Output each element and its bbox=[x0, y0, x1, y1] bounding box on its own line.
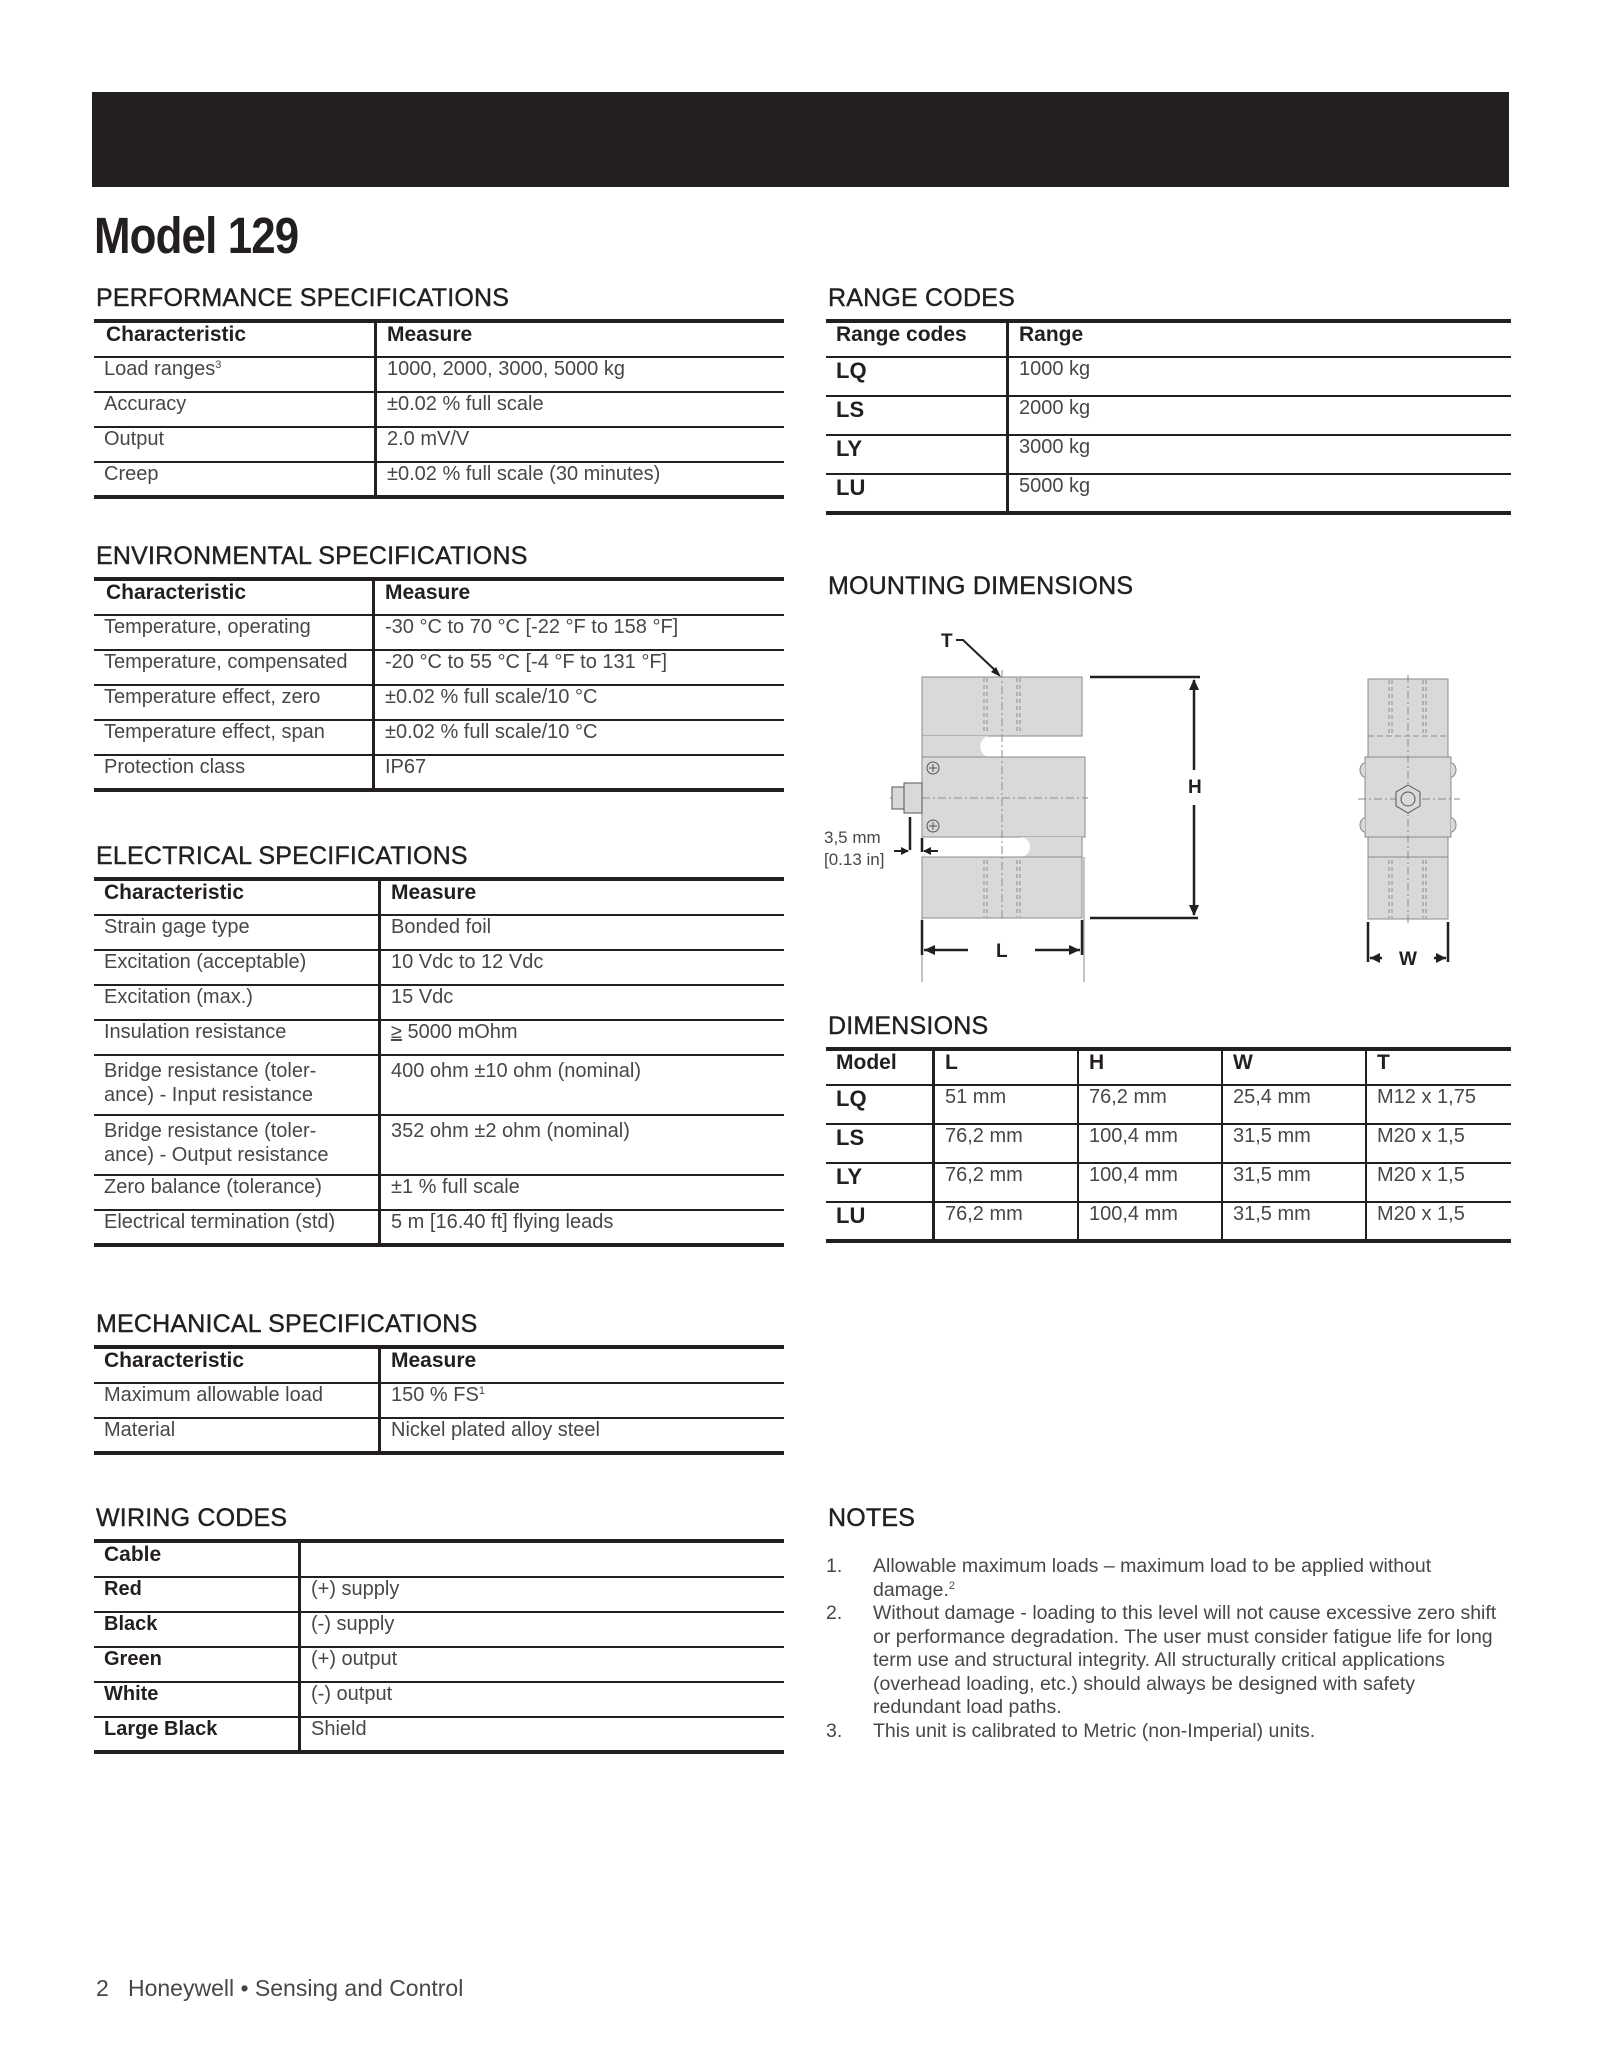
range-cell: 3000 kg bbox=[1008, 435, 1512, 474]
electrical-table bbox=[94, 877, 784, 1247]
characteristic-cell: Maximum allowable load bbox=[94, 1383, 380, 1418]
characteristic-cell: Temperature effect, span bbox=[94, 720, 374, 755]
mounting-heading: MOUNTING DIMENSIONS bbox=[828, 572, 1134, 600]
note-number: 2. bbox=[826, 1602, 843, 1624]
table-header-row bbox=[94, 579, 784, 615]
characteristic-cell: Excitation (max.) bbox=[94, 985, 380, 1020]
column-header: Range codes bbox=[826, 321, 1008, 357]
end-view-drawing bbox=[1358, 675, 1460, 925]
table-row bbox=[94, 1020, 784, 1055]
wiring-section bbox=[94, 1504, 784, 1754]
h-cell: 100,4 mm bbox=[1078, 1163, 1222, 1202]
table-row bbox=[94, 1383, 784, 1418]
gte-symbol: ≥ bbox=[391, 1021, 402, 1043]
table-row bbox=[94, 1577, 784, 1612]
model-cell: LU bbox=[826, 1202, 934, 1241]
table-row bbox=[94, 650, 784, 685]
characteristic-cell: Temperature effect, zero bbox=[94, 685, 374, 720]
measure-cell: -20 °C to 55 °C [-4 °F to 131 °F] bbox=[374, 650, 785, 685]
page-title: Model 129 bbox=[94, 207, 299, 264]
column-header: Characteristic bbox=[94, 1347, 380, 1383]
performance-heading: PERFORMANCE SPECIFICATIONS bbox=[96, 284, 510, 312]
table-row bbox=[94, 615, 784, 650]
measure-cell bbox=[380, 1383, 785, 1418]
footer-brand: Honeywell bbox=[127, 1975, 235, 2001]
label-t: T bbox=[941, 631, 953, 652]
side-view-drawing bbox=[890, 670, 1088, 982]
cable-color-cell: Black bbox=[94, 1612, 300, 1647]
measure-cell: 352 ohm ±2 ohm (nominal) bbox=[380, 1115, 785, 1175]
table-header-row bbox=[94, 879, 784, 915]
t-cell: M20 x 1,5 bbox=[1366, 1124, 1511, 1163]
characteristic-line: Bridge resistance (toler- bbox=[104, 1060, 317, 1082]
characteristic-line: ance) - Output resistance bbox=[104, 1144, 329, 1166]
table-row bbox=[94, 427, 784, 462]
table-header-row bbox=[94, 1347, 784, 1383]
dimensions-heading: DIMENSIONS bbox=[828, 1012, 989, 1040]
footnote-ref: 2 bbox=[948, 1579, 956, 1592]
measure-cell: ±1 % full scale bbox=[380, 1175, 785, 1210]
table-row bbox=[94, 1055, 784, 1115]
table-row bbox=[94, 1418, 784, 1453]
page-number: 2 bbox=[96, 1975, 109, 2001]
column-header: Range bbox=[1008, 321, 1512, 357]
table-row bbox=[826, 357, 1511, 396]
footnote-ref: 1 bbox=[478, 1385, 485, 1397]
measure-cell: -30 °C to 70 °C [-22 °F to 158 °F] bbox=[374, 615, 785, 650]
table-row bbox=[826, 396, 1511, 435]
cable-function-cell: (-) supply bbox=[300, 1612, 785, 1647]
measure-cell: 5 m [16.40 ft] flying leads bbox=[391, 1211, 614, 1233]
table-row bbox=[94, 1647, 784, 1682]
notes-list bbox=[826, 1555, 1506, 1743]
characteristic-text: Load ranges bbox=[104, 358, 216, 380]
characteristic-cell: Material bbox=[94, 1418, 380, 1453]
footer-division: Sensing and Control bbox=[254, 1975, 464, 2001]
w-cell: 31,5 mm bbox=[1222, 1163, 1366, 1202]
mounting-diagram bbox=[810, 620, 1510, 990]
range-code-cell: LQ bbox=[826, 357, 1008, 396]
characteristic-cell: Output bbox=[94, 427, 376, 462]
column-header: Measure bbox=[380, 1347, 785, 1383]
table-header-row bbox=[94, 1541, 784, 1577]
range-code-cell: LY bbox=[826, 435, 1008, 474]
mounting-dimensions-section bbox=[826, 572, 1511, 607]
gap-in-label: [0.13 in] bbox=[824, 850, 885, 869]
t-cell: M20 x 1,5 bbox=[1366, 1163, 1511, 1202]
measure-text: 5000 mOhm bbox=[401, 1021, 518, 1043]
measure-cell: 10 Vdc to 12 Vdc bbox=[380, 950, 785, 985]
label-h: H bbox=[1188, 777, 1202, 798]
table-row bbox=[94, 1717, 784, 1752]
l-cell: 76,2 mm bbox=[934, 1124, 1079, 1163]
column-header: H bbox=[1078, 1049, 1222, 1085]
measure-text: 150 % FS bbox=[391, 1384, 479, 1406]
performance-section bbox=[94, 284, 784, 499]
measure-cell bbox=[380, 1020, 785, 1055]
electrical-heading: ELECTRICAL SPECIFICATIONS bbox=[96, 842, 468, 870]
column-header: Model bbox=[826, 1049, 934, 1085]
cable-color-cell: Green bbox=[94, 1647, 300, 1682]
t-cell: M20 x 1,5 bbox=[1377, 1203, 1465, 1225]
range-cell: 1000 kg bbox=[1008, 357, 1512, 396]
cable-function-cell: (-) output bbox=[300, 1682, 785, 1717]
characteristic-cell: Protection class bbox=[94, 755, 374, 790]
environmental-table bbox=[94, 577, 784, 792]
range-codes-heading: RANGE CODES bbox=[828, 284, 1015, 312]
note-number: 3. bbox=[826, 1719, 843, 1742]
column-header: Cable bbox=[94, 1541, 300, 1577]
note-text-wrap bbox=[873, 1555, 1506, 1602]
cable-function-cell: Shield bbox=[311, 1718, 367, 1740]
note-text: Allowable maximum loads – maximum load to be applied without damage. bbox=[873, 1555, 1432, 1601]
measure-cell: Nickel plated alloy steel bbox=[391, 1419, 600, 1441]
measure-cell: 400 ohm ±10 ohm (nominal) bbox=[380, 1055, 785, 1115]
table-row bbox=[94, 462, 784, 497]
measure-cell: ±0.02 % full scale/10 °C bbox=[374, 685, 785, 720]
table-row bbox=[94, 1115, 784, 1175]
table-row bbox=[94, 1612, 784, 1647]
table-row bbox=[826, 435, 1511, 474]
model-cell: LS bbox=[826, 1124, 934, 1163]
measure-cell: ±0.02 % full scale/10 °C bbox=[374, 720, 785, 755]
range-code-cell: LS bbox=[826, 396, 1008, 435]
bullet-icon: • bbox=[240, 1975, 249, 2001]
model-cell: LQ bbox=[826, 1085, 934, 1124]
column-header: Measure bbox=[374, 579, 785, 615]
measure-cell: IP67 bbox=[385, 756, 427, 778]
table-row bbox=[94, 915, 784, 950]
measure-cell: ±0.02 % full scale (30 minutes) bbox=[387, 463, 661, 485]
characteristic-line: ance) - Input resistance bbox=[104, 1084, 313, 1106]
l-cell: 76,2 mm bbox=[934, 1202, 1079, 1241]
table-row bbox=[94, 985, 784, 1020]
dimensions-table bbox=[826, 1047, 1511, 1243]
height-dimension bbox=[1090, 677, 1202, 918]
measure-cell: 2.0 mV/V bbox=[376, 427, 785, 462]
characteristic-cell: Temperature, compensated bbox=[94, 650, 374, 685]
mechanical-table bbox=[94, 1345, 784, 1455]
label-l: L bbox=[996, 941, 1008, 962]
characteristic-cell bbox=[94, 357, 376, 392]
table-row bbox=[826, 1085, 1511, 1124]
performance-table bbox=[94, 319, 784, 499]
table-header-row bbox=[94, 321, 784, 357]
characteristic-cell: Zero balance (tolerance) bbox=[94, 1175, 380, 1210]
wiring-table bbox=[94, 1539, 784, 1754]
table-row bbox=[826, 1202, 1511, 1241]
range-cell: 5000 kg bbox=[1019, 475, 1091, 497]
h-cell: 76,2 mm bbox=[1078, 1085, 1222, 1124]
cable-color-cell: White bbox=[94, 1682, 300, 1717]
column-header: Measure bbox=[376, 321, 785, 357]
note-number: 1. bbox=[826, 1555, 843, 1577]
note-text: This unit is calibrated to Metric (non-Imperial) units. bbox=[873, 1719, 1316, 1742]
cable-function-cell: (+) supply bbox=[300, 1577, 785, 1612]
notes-section bbox=[826, 1504, 1506, 1743]
electrical-section bbox=[94, 842, 784, 1247]
table-row bbox=[826, 1163, 1511, 1202]
measure-cell: 1000, 2000, 3000, 5000 kg bbox=[376, 357, 785, 392]
table-row bbox=[94, 1175, 784, 1210]
cable-color-cell: Red bbox=[94, 1577, 300, 1612]
footnote-ref: 3 bbox=[215, 359, 222, 371]
characteristic-cell bbox=[94, 1055, 380, 1115]
wiring-heading: WIRING CODES bbox=[96, 1504, 288, 1532]
measure-cell: ±0.02 % full scale bbox=[376, 392, 785, 427]
characteristic-cell: Excitation (acceptable) bbox=[94, 950, 380, 985]
h-cell: 100,4 mm bbox=[1078, 1124, 1222, 1163]
note-text: Without damage - loading to this level will not cause excessive zero shift or performance degradation. The user must consider fatigue life for long term use and structural integrity. All structurally critical applications (overhead loading, etc.) should always be designed with safety redundant load paths. bbox=[873, 1602, 1497, 1718]
column-header: L bbox=[934, 1049, 1079, 1085]
characteristic-cell: Strain gage type bbox=[94, 915, 380, 950]
table-row bbox=[826, 1124, 1511, 1163]
characteristic-cell bbox=[94, 1115, 380, 1175]
model-cell: LY bbox=[826, 1163, 934, 1202]
table-row bbox=[826, 474, 1511, 513]
header-bar bbox=[92, 92, 1509, 187]
w-cell: 31,5 mm bbox=[1222, 1124, 1366, 1163]
t-cell: M12 x 1,75 bbox=[1366, 1085, 1511, 1124]
thread-pointer bbox=[941, 631, 1001, 677]
l-cell: 76,2 mm bbox=[934, 1163, 1079, 1202]
table-row bbox=[94, 1682, 784, 1717]
gap-dimension bbox=[824, 817, 938, 869]
note-item bbox=[826, 1602, 1506, 1720]
cable-function-cell: (+) output bbox=[300, 1647, 785, 1682]
h-cell: 100,4 mm bbox=[1078, 1202, 1222, 1241]
l-cell: 51 mm bbox=[934, 1085, 1079, 1124]
w-cell: 31,5 mm bbox=[1222, 1202, 1366, 1241]
range-codes-table bbox=[826, 319, 1511, 515]
label-w: W bbox=[1399, 949, 1417, 970]
column-header: Characteristic bbox=[94, 579, 374, 615]
w-cell: 25,4 mm bbox=[1222, 1085, 1366, 1124]
table-header-row bbox=[826, 321, 1511, 357]
length-dimension bbox=[922, 920, 1082, 962]
column-header: Measure bbox=[380, 879, 785, 915]
column-header: T bbox=[1366, 1049, 1511, 1085]
environmental-section bbox=[94, 542, 784, 792]
cable-color-cell: Large Black bbox=[94, 1717, 300, 1752]
characteristic-line: Bridge resistance (toler- bbox=[104, 1120, 317, 1142]
column-header: Characteristic bbox=[94, 321, 376, 357]
characteristic-cell: Accuracy bbox=[94, 392, 376, 427]
mechanical-section bbox=[94, 1310, 784, 1455]
measure-cell: 15 Vdc bbox=[380, 985, 785, 1020]
dimensions-section bbox=[826, 1012, 1511, 1243]
gap-mm-label: 3,5 mm bbox=[824, 828, 881, 847]
table-row bbox=[94, 357, 784, 392]
characteristic-cell: Electrical termination (std) bbox=[94, 1210, 380, 1245]
column-header: Characteristic bbox=[94, 879, 380, 915]
range-codes-section bbox=[826, 284, 1511, 515]
environmental-heading: ENVIRONMENTAL SPECIFICATIONS bbox=[96, 542, 528, 570]
table-row bbox=[94, 950, 784, 985]
notes-heading: NOTES bbox=[828, 1504, 916, 1532]
table-row bbox=[94, 1210, 784, 1245]
table-row bbox=[94, 755, 784, 790]
column-header bbox=[300, 1541, 785, 1577]
table-row bbox=[94, 392, 784, 427]
page-footer bbox=[96, 1975, 463, 2002]
table-row bbox=[94, 685, 784, 720]
range-cell: 2000 kg bbox=[1008, 396, 1512, 435]
column-header: W bbox=[1222, 1049, 1366, 1085]
characteristic-cell: Creep bbox=[94, 462, 376, 497]
characteristic-cell: Insulation resistance bbox=[94, 1020, 380, 1055]
measure-cell: Bonded foil bbox=[380, 915, 785, 950]
note-item bbox=[826, 1555, 1506, 1602]
characteristic-cell: Temperature, operating bbox=[94, 615, 374, 650]
mechanical-heading: MECHANICAL SPECIFICATIONS bbox=[96, 1310, 478, 1338]
range-code-cell: LU bbox=[826, 474, 1008, 513]
table-row bbox=[94, 720, 784, 755]
table-header-row bbox=[826, 1049, 1511, 1085]
note-item bbox=[826, 1720, 1506, 1744]
width-dimension bbox=[1368, 922, 1448, 970]
